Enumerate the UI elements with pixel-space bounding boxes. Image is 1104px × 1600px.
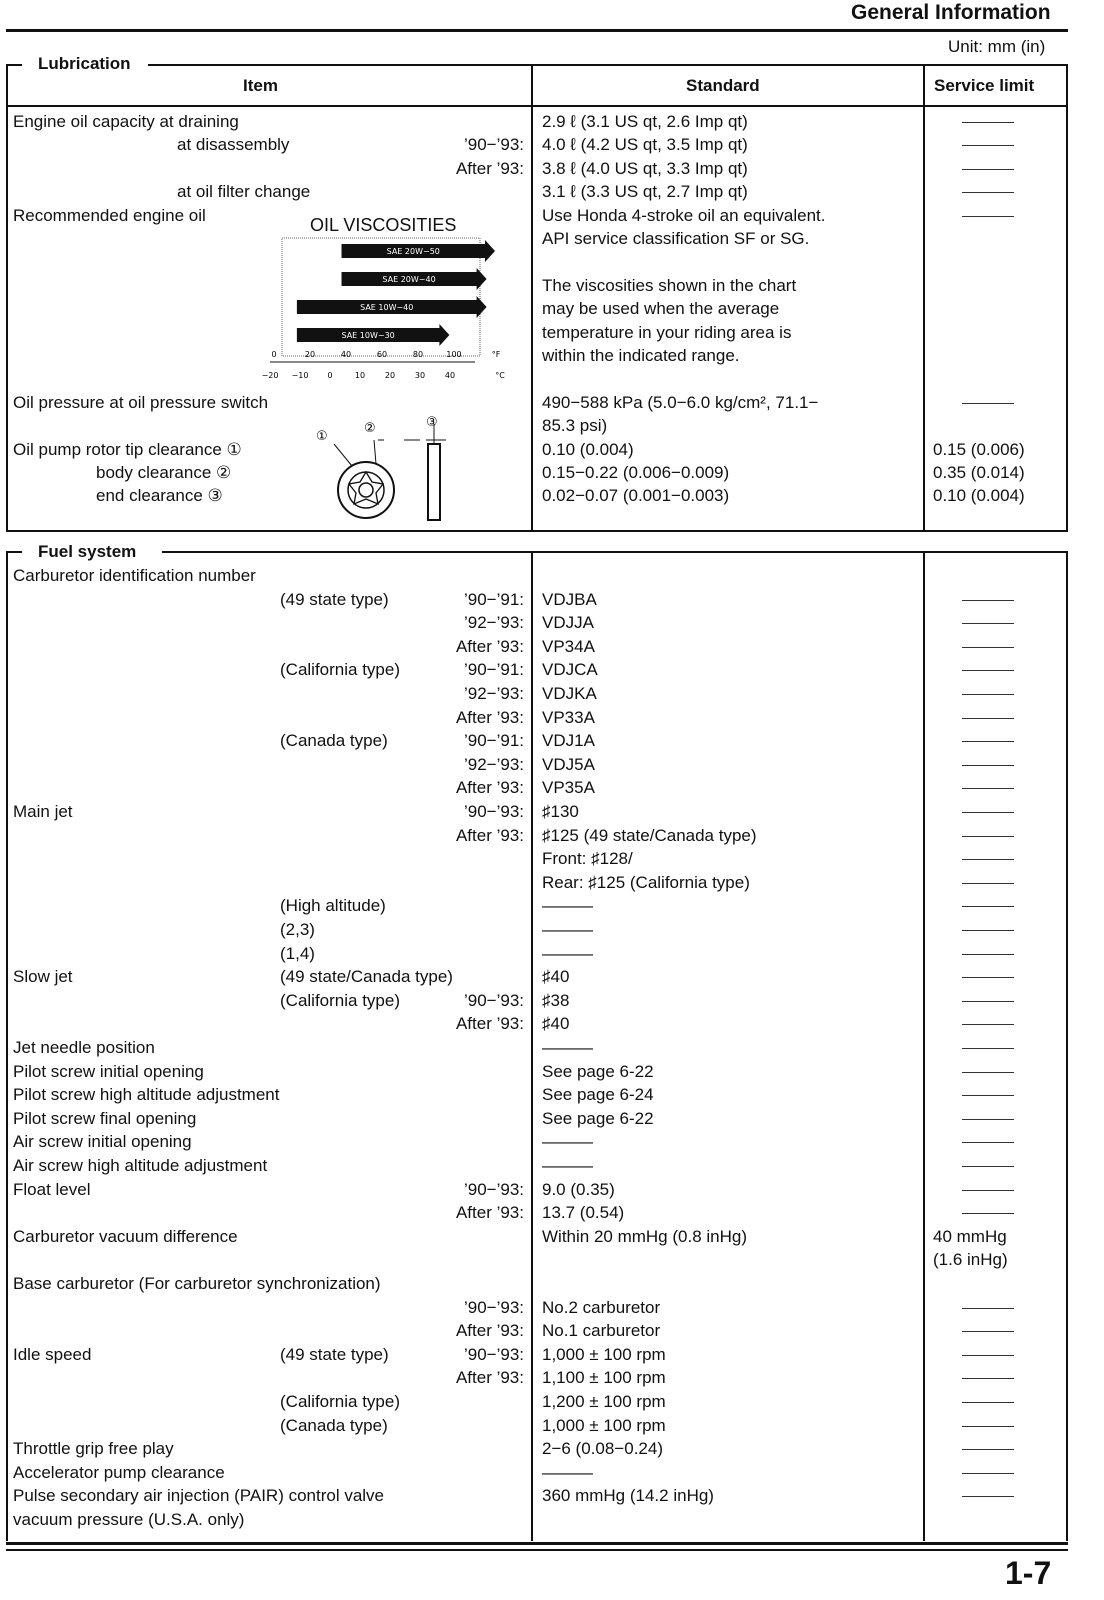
fuel-system-rows xyxy=(0,564,1104,1539)
table-row xyxy=(0,321,1104,344)
standard-value: ♯130 xyxy=(542,802,579,821)
table-row xyxy=(0,274,1104,297)
item-year: ’92−’93: xyxy=(463,754,524,774)
header-rule xyxy=(6,29,1068,32)
no-limit-dash xyxy=(962,1355,1014,1356)
item-sublabel: (California type) xyxy=(280,660,400,680)
no-limit-dash xyxy=(962,216,1014,217)
item-label: Main jet xyxy=(13,802,73,821)
service-limit-value: 0.35 (0.014) xyxy=(933,463,1025,482)
standard-value: temperature in your riding area is xyxy=(542,322,792,342)
standard-value: 360 mmHg (14.2 inHg) xyxy=(542,1486,714,1506)
pump-label-2: ② xyxy=(364,421,376,436)
item-year: ’90−’93: xyxy=(463,802,524,821)
item-label: Idle speed xyxy=(13,1344,92,1364)
celsius-tick-label: −20 xyxy=(261,371,279,380)
item-label: Carburetor identification number xyxy=(13,566,256,585)
service-limit-value: (1.6 inHg) xyxy=(933,1250,1008,1270)
no-limit-dash xyxy=(962,192,1014,193)
item-sublabel: at oil filter change xyxy=(177,182,311,202)
item-sublabel: (49 state/Canada type) xyxy=(280,967,453,987)
item-year: ’92−’93: xyxy=(463,684,524,703)
standard-value: 0.15−0.22 (0.006−0.009) xyxy=(542,463,730,482)
viscosity-bar-label: SAE 20W−40 xyxy=(382,275,436,284)
standard-value: No.1 carburetor xyxy=(542,1321,661,1341)
pump-label-3: ③ xyxy=(426,415,438,430)
item-year: ’92−’93: xyxy=(463,613,524,633)
table-row xyxy=(0,989,1104,1012)
item-label: Pulse secondary air injection (PAIR) control valve xyxy=(13,1486,385,1506)
service-limit-value: 0.15 (0.006) xyxy=(933,439,1025,459)
standard-value: ——— xyxy=(542,1156,593,1175)
item-label: Pilot screw high altitude adjustment xyxy=(13,1085,280,1105)
table-row xyxy=(0,847,1104,870)
table-row xyxy=(0,871,1104,894)
no-limit-dash xyxy=(962,836,1014,837)
celsius-tick-label: 0 xyxy=(327,371,333,380)
table-row xyxy=(0,344,1104,367)
table-row xyxy=(0,1154,1104,1177)
page-title: General Information xyxy=(851,1,1051,24)
item-sublabel: end clearance ③ xyxy=(96,486,223,506)
standard-value: 1,100 ± 100 rpm xyxy=(542,1368,666,1388)
standard-value: See page 6-22 xyxy=(542,1108,654,1128)
standard-value: See page 6-22 xyxy=(542,1061,654,1081)
table-row xyxy=(0,1319,1104,1342)
table-row xyxy=(0,894,1104,917)
fahrenheit-tick-label: °F xyxy=(491,350,501,359)
pump-rotor-side xyxy=(428,444,440,520)
no-limit-dash xyxy=(962,1072,1014,1073)
no-limit-dash xyxy=(962,788,1014,789)
table-row xyxy=(0,1414,1104,1437)
table-row xyxy=(0,1366,1104,1389)
item-sublabel: (High altitude) xyxy=(280,896,386,916)
table-row xyxy=(0,1484,1104,1507)
standard-value: 4.0 ℓ (4.2 US qt, 3.5 Imp qt) xyxy=(542,135,748,155)
standard-value: may be used when the average xyxy=(542,299,780,319)
unit-label: Unit: mm (in) xyxy=(948,37,1046,56)
table-row xyxy=(0,824,1104,847)
item-year: After ’93: xyxy=(455,707,524,727)
table-row xyxy=(0,438,1104,461)
table-row xyxy=(0,1060,1104,1083)
table-row xyxy=(0,1083,1104,1106)
table-row xyxy=(0,942,1104,965)
item-year: After ’93: xyxy=(455,1203,524,1223)
viscosity-bar-label: SAE 10W−30 xyxy=(341,331,395,340)
celsius-tick-label: 20 xyxy=(384,371,396,380)
standard-value: 9.0 (0.35) xyxy=(542,1179,615,1199)
item-sublabel: (Canada type) xyxy=(280,731,388,751)
table-row xyxy=(0,157,1104,180)
table-row xyxy=(0,1272,1104,1295)
no-limit-dash xyxy=(962,1095,1014,1096)
item-label: Air screw high altitude adjustment xyxy=(13,1156,268,1175)
standard-value: 85.3 psi) xyxy=(542,416,608,436)
no-limit-dash xyxy=(962,647,1014,648)
table-row xyxy=(0,461,1104,484)
item-label: Pilot screw initial opening xyxy=(13,1061,204,1081)
table-row xyxy=(0,204,1104,227)
no-limit-dash xyxy=(962,1402,1014,1403)
item-year: After ’93: xyxy=(455,1321,524,1341)
item-sublabel: (49 state type) xyxy=(280,589,389,609)
viscosity-bar-label: SAE 20W−50 xyxy=(386,247,440,256)
section-title-lubrication: Lubrication xyxy=(38,54,131,73)
standard-value: See page 6-24 xyxy=(542,1085,654,1105)
standard-value: 0.02−0.07 (0.001−0.003) xyxy=(542,486,730,506)
table-row xyxy=(0,1390,1104,1413)
item-year: After ’93: xyxy=(455,1014,524,1034)
item-year: ’90−’93: xyxy=(463,135,524,155)
table-row xyxy=(0,1296,1104,1319)
item-label: Carburetor vacuum difference xyxy=(13,1226,238,1246)
standard-value: ♯40 xyxy=(542,1014,570,1034)
oil-pump-diagram xyxy=(316,415,476,523)
standard-value: Within 20 mmHg (0.8 inHg) xyxy=(542,1226,748,1246)
no-limit-dash xyxy=(962,1213,1014,1214)
item-label: Oil pressure at oil pressure switch xyxy=(13,392,269,412)
no-limit-dash xyxy=(962,718,1014,719)
standard-value: ——— xyxy=(542,1132,593,1152)
item-sublabel: (49 state type) xyxy=(280,1344,389,1364)
item-sublabel: at disassembly xyxy=(177,135,290,155)
celsius-tick-label: −10 xyxy=(291,371,309,380)
standard-value: ——— xyxy=(542,920,593,939)
item-year: After ’93: xyxy=(455,778,524,798)
no-limit-dash xyxy=(962,1496,1014,1497)
table-row xyxy=(0,227,1104,250)
no-limit-dash xyxy=(962,145,1014,146)
item-year: After ’93: xyxy=(455,636,524,656)
no-limit-dash xyxy=(962,1331,1014,1332)
table-row xyxy=(0,800,1104,823)
item-year: After ’93: xyxy=(455,1368,524,1388)
item-year: ’90−’93: xyxy=(463,1179,524,1199)
table-row xyxy=(0,918,1104,941)
no-limit-dash xyxy=(962,741,1014,742)
item-label: Pilot screw final opening xyxy=(13,1108,197,1128)
fahrenheit-tick-label: 60 xyxy=(376,350,388,359)
item-label: Oil pump rotor tip clearance ① xyxy=(13,439,242,459)
table-row xyxy=(0,1036,1104,1059)
table-row xyxy=(0,484,1104,507)
standard-value: 0.10 (0.004) xyxy=(542,439,634,459)
item-sublabel: (2,3) xyxy=(280,920,315,939)
standard-value: Rear: ♯125 (California type) xyxy=(542,872,750,892)
standard-value: 3.8 ℓ (4.0 US qt, 3.3 Imp qt) xyxy=(542,158,748,178)
standard-value: ♯125 (49 state/Canada type) xyxy=(542,825,757,845)
standard-value: 2.9 ℓ (3.1 US qt, 2.6 Imp qt) xyxy=(542,112,748,131)
no-limit-dash xyxy=(962,694,1014,695)
no-limit-dash xyxy=(962,169,1014,170)
col-header-service-limit: Service limit xyxy=(934,76,1035,95)
no-limit-dash xyxy=(962,906,1014,907)
table-row xyxy=(0,1130,1104,1153)
celsius-tick-label: 40 xyxy=(444,371,456,380)
item-year: ’90−’91: xyxy=(463,731,524,751)
standard-value: VDJBA xyxy=(542,589,597,609)
item-year: ’90−’93: xyxy=(463,1344,524,1364)
no-limit-dash xyxy=(962,1142,1014,1143)
table-row xyxy=(0,635,1104,658)
standard-value: VP34A xyxy=(542,636,595,656)
fahrenheit-tick-label: 100 xyxy=(446,350,462,359)
no-limit-dash xyxy=(962,403,1014,404)
item-year: ’90−’93: xyxy=(463,1297,524,1317)
no-limit-dash xyxy=(962,1449,1014,1450)
table-row xyxy=(0,297,1104,320)
no-limit-dash xyxy=(962,1119,1014,1120)
standard-value: Front: ♯128/ xyxy=(542,849,633,869)
item-year: After ’93: xyxy=(455,158,524,178)
no-limit-dash xyxy=(962,930,1014,931)
table-row xyxy=(0,133,1104,156)
standard-value: 3.1 ℓ (3.3 US qt, 2.7 Imp qt) xyxy=(542,182,748,202)
table-row xyxy=(0,776,1104,799)
standard-value: 1,000 ± 100 rpm xyxy=(542,1415,666,1435)
table-row xyxy=(0,1343,1104,1366)
item-label: vacuum pressure (U.S.A. only) xyxy=(13,1510,245,1529)
item-sublabel: (California type) xyxy=(280,1392,400,1411)
table-row xyxy=(0,682,1104,705)
item-year: After ’93: xyxy=(455,825,524,845)
item-sublabel: (1,4) xyxy=(280,943,315,963)
standard-value: VDJJA xyxy=(542,613,594,633)
item-sublabel: body clearance ② xyxy=(96,463,232,482)
item-sublabel: (Canada type) xyxy=(280,1415,388,1435)
table-row xyxy=(0,110,1104,133)
no-limit-dash xyxy=(962,1473,1014,1474)
service-limit-value: 0.10 (0.004) xyxy=(933,486,1025,506)
no-limit-dash xyxy=(962,765,1014,766)
oil-viscosity-chart-title: OIL VISCOSITIES xyxy=(310,215,457,235)
no-limit-dash xyxy=(962,1308,1014,1309)
table-row xyxy=(0,250,1104,273)
standard-value: 1,200 ± 100 rpm xyxy=(542,1392,666,1411)
table-row xyxy=(0,1461,1104,1484)
table-row xyxy=(0,391,1104,414)
table-row xyxy=(0,180,1104,203)
footer-rule xyxy=(6,1542,1068,1545)
no-limit-dash xyxy=(962,623,1014,624)
table-row xyxy=(0,658,1104,681)
section-title-fuel-system: Fuel system xyxy=(38,542,137,561)
fahrenheit-tick-label: 20 xyxy=(304,350,316,359)
item-label: Throttle grip free play xyxy=(13,1439,174,1459)
table-row xyxy=(0,1201,1104,1224)
no-limit-dash xyxy=(962,122,1014,123)
no-limit-dash xyxy=(962,859,1014,860)
standard-value: VP35A xyxy=(542,778,595,798)
lubrication-rows xyxy=(0,110,1104,510)
standard-value: The viscosities shown in the chart xyxy=(542,275,797,295)
standard-value: 13.7 (0.54) xyxy=(542,1203,625,1223)
standard-value: ——— xyxy=(542,943,593,963)
item-year: ’90−’91: xyxy=(463,660,524,680)
standard-value: 2−6 (0.08−0.24) xyxy=(542,1439,663,1459)
no-limit-dash xyxy=(962,812,1014,813)
standard-value: ——— xyxy=(542,896,593,916)
table-row xyxy=(0,588,1104,611)
item-label: Air screw initial opening xyxy=(13,1132,192,1152)
item-label: Base carburetor (For carburetor synchronization) xyxy=(13,1274,381,1293)
standard-value: 1,000 ± 100 rpm xyxy=(542,1344,666,1364)
standard-value: Use Honda 4-stroke oil an equivalent. xyxy=(542,205,826,225)
fahrenheit-tick-label: 80 xyxy=(412,350,424,359)
standard-value: VDJ5A xyxy=(542,754,595,774)
item-label: Accelerator pump clearance xyxy=(13,1462,225,1482)
celsius-tick-label: °C xyxy=(495,371,505,380)
item-sublabel: (California type) xyxy=(280,990,400,1010)
table-row xyxy=(0,965,1104,988)
table-row xyxy=(0,706,1104,729)
no-limit-dash xyxy=(962,1048,1014,1049)
standard-value: VDJCA xyxy=(542,660,598,680)
no-limit-dash xyxy=(962,670,1014,671)
table-row xyxy=(0,1248,1104,1271)
no-limit-dash xyxy=(962,1024,1014,1025)
standard-value: 490−588 kPa (5.0−6.0 kg/cm², 71.1− xyxy=(542,392,819,412)
table-row xyxy=(0,1107,1104,1130)
celsius-tick-label: 10 xyxy=(354,371,366,380)
standard-value: VDJ1A xyxy=(542,731,595,751)
no-limit-dash xyxy=(962,1378,1014,1379)
oil-viscosity-chart xyxy=(261,236,510,396)
table-row xyxy=(0,414,1104,437)
no-limit-dash xyxy=(962,1190,1014,1191)
viscosity-bar-label: SAE 10W−40 xyxy=(360,303,414,312)
no-limit-dash xyxy=(962,1166,1014,1167)
standard-value: ♯38 xyxy=(542,990,570,1010)
no-limit-dash xyxy=(962,1426,1014,1427)
item-label: Float level xyxy=(13,1179,91,1199)
standard-value: VDJKA xyxy=(542,684,597,703)
item-label: Recommended engine oil xyxy=(13,205,206,225)
table-row xyxy=(0,564,1104,587)
standard-value: No.2 carburetor xyxy=(542,1297,661,1317)
standard-value: ♯40 xyxy=(542,967,570,987)
col-header-item: Item xyxy=(243,76,278,95)
item-label: Slow jet xyxy=(13,967,73,987)
standard-value: ——— xyxy=(542,1038,593,1057)
standard-value: VP33A xyxy=(542,707,595,727)
pump-label-1: ① xyxy=(316,429,328,444)
table-row xyxy=(0,1178,1104,1201)
table-row xyxy=(0,611,1104,634)
item-year: ’90−’93: xyxy=(463,990,524,1010)
standard-value: API service classification SF or SG. xyxy=(542,229,810,248)
standard-value: within the indicated range. xyxy=(542,346,740,365)
pump-outer-rotor xyxy=(338,462,394,518)
table-row xyxy=(0,729,1104,752)
no-limit-dash xyxy=(962,954,1014,955)
fahrenheit-tick-label: 0 xyxy=(271,350,277,359)
table-row xyxy=(0,1508,1104,1531)
no-limit-dash xyxy=(962,883,1014,884)
table-row xyxy=(0,1225,1104,1248)
item-label: Engine oil capacity at draining xyxy=(13,112,239,131)
table-row xyxy=(0,1437,1104,1460)
table-row xyxy=(0,753,1104,776)
celsius-tick-label: 30 xyxy=(414,371,426,380)
no-limit-dash xyxy=(962,600,1014,601)
no-limit-dash xyxy=(962,1001,1014,1002)
table-row xyxy=(0,367,1104,390)
item-label: Jet needle position xyxy=(13,1038,155,1057)
service-limit-value: 40 mmHg xyxy=(933,1226,1007,1246)
item-year: ’90−’91: xyxy=(463,589,524,609)
no-limit-dash xyxy=(962,977,1014,978)
page-number: 1-7 xyxy=(1005,1555,1052,1591)
fahrenheit-tick-label: 40 xyxy=(340,350,352,359)
standard-value: ——— xyxy=(542,1462,593,1482)
col-header-standard: Standard xyxy=(686,76,760,95)
table-row xyxy=(0,1012,1104,1035)
